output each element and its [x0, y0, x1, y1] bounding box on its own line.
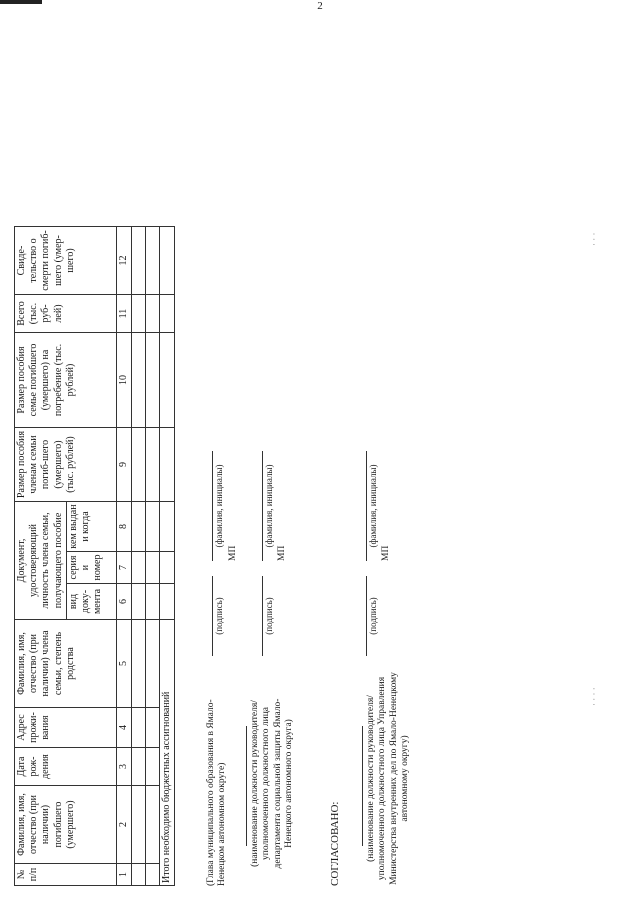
signature-line: [262, 576, 263, 656]
col-number-1: 1: [116, 864, 131, 886]
col-number-12: 12: [116, 227, 131, 295]
header-document-type: вид доку-мента: [66, 584, 116, 620]
seal-label: МП: [381, 545, 391, 561]
scan-mark: · · ·: [589, 232, 599, 246]
header-allowance-burial: Размер пособия семье погибшего (умершего) на погребение (тыс. рублей): [15, 333, 117, 428]
page-number: 2: [317, 0, 323, 12]
header-id-document: Документ, удостоверяющий личность члена семьи, получающего пособие: [15, 502, 67, 620]
header-birth-date: Дата рож-дения: [15, 748, 117, 786]
header-series-number: серия и номер: [66, 552, 116, 584]
header-total: Всего (тыс. руб-лей): [15, 295, 117, 333]
name-line: [366, 451, 367, 561]
header-family-member: Фамилия, имя, отчество (при наличии) члена семьи, степень родства: [15, 620, 117, 708]
header-issued-by: кем выдан и когда: [66, 502, 116, 552]
col-number-9: 9: [116, 428, 131, 502]
col-number-4: 4: [116, 708, 131, 748]
name-line: [262, 451, 263, 561]
rotated-page-content: [14, 26, 614, 886]
name-caption: (фамилия, инициалы): [264, 464, 274, 548]
header-death-certificate: Свиде-тельство о смерти погиб-шего (умер-шего): [15, 227, 117, 295]
title-line: [362, 726, 363, 846]
col-number-10: 10: [116, 333, 131, 428]
head-title: (Глава муниципального образования в Ямало-Ненецком автономном округе): [206, 699, 228, 886]
col-number-5: 5: [116, 620, 131, 708]
seal-label: МП: [228, 545, 238, 561]
header-allowance-family: Размер пособия членам семьи погиб-шего (умершего) (тыс. рублей): [15, 428, 117, 502]
seal-label: МП: [277, 545, 287, 561]
total-label: Итого необходимо бюджетных ассигнований: [159, 620, 174, 886]
name-line: [212, 451, 213, 561]
signature-line: [366, 576, 367, 656]
title-line: [246, 726, 247, 846]
col-number-3: 3: [116, 748, 131, 786]
header-number: № п/п: [15, 864, 117, 886]
scan-mark: · · · ·: [589, 687, 599, 706]
signature-caption: (подпись): [264, 597, 274, 635]
col-number-6: 6: [116, 584, 131, 620]
signature-caption: (подпись): [368, 597, 378, 635]
table-row: [131, 227, 145, 886]
data-table: [14, 226, 175, 886]
col-number-11: 11: [116, 295, 131, 333]
department-title: (наименование должности руководителя/уполномоченного должностного лица департамента социальной защиты Ямало-Ненецкого автономного округа): [250, 698, 295, 869]
col-number-7: 7: [116, 552, 131, 584]
agreed-label: СОГЛАСОВАНО:: [329, 801, 341, 886]
col-number-8: 8: [116, 502, 131, 552]
ministry-title: (наименование должности руководителя/уполномоченного должностного лица Управления Министерства внутренних дел по Ямало-Ненецкому автономному округу): [366, 672, 411, 885]
signature-caption: (подпись): [214, 597, 224, 635]
name-caption: (фамилия, инициалы): [368, 464, 378, 548]
signature-line: [212, 576, 213, 656]
header-deceased-name: Фамилия, имя, отчество (при наличии) погибшего (умершего): [15, 786, 117, 864]
table-row: [145, 227, 159, 886]
name-caption: (фамилия, инициалы): [214, 464, 224, 548]
header-address: Адрес прожи-вания: [15, 708, 117, 748]
col-number-2: 2: [116, 786, 131, 864]
